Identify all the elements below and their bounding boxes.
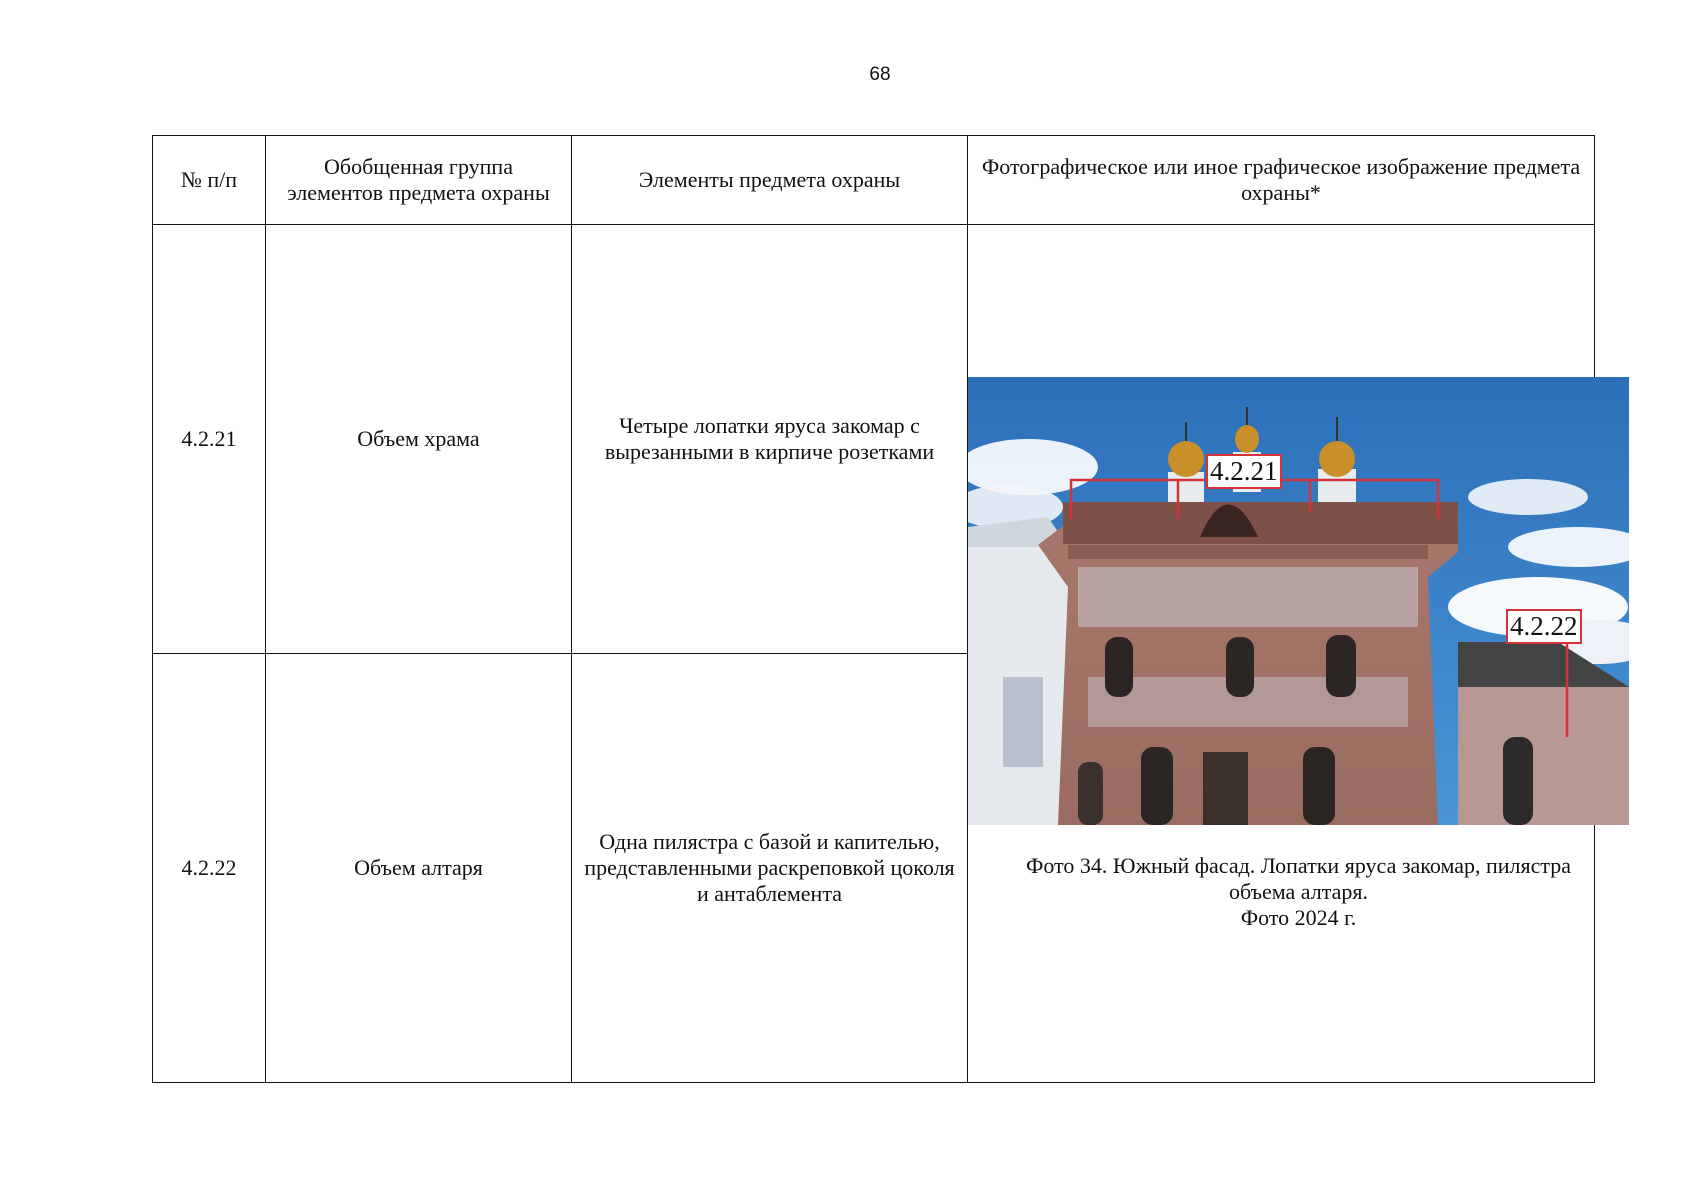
row-elements: Одна пилястра с базой и капителью, представленными раскреповкой цоколя и антаблемента (572, 654, 968, 1083)
header-row (153, 136, 1595, 225)
protection-table-wrap (152, 135, 1595, 1067)
row-elements: Четыре лопатки яруса закомар с вырезанными в кирпиче розетками (572, 225, 968, 654)
photo-cell (968, 225, 1595, 1083)
caption-line-3: Фото 2024 г. (1240, 904, 1357, 930)
page-number: 68 (869, 64, 891, 85)
photo-label-4221: 4.2.21 (1206, 454, 1282, 489)
row-group: Объем алтаря (266, 654, 572, 1083)
table-row (153, 225, 1595, 654)
row-num: 4.2.21 (153, 225, 266, 654)
row-num: 4.2.22 (153, 654, 266, 1083)
caption-line-2: объема алтаря. (1228, 878, 1369, 904)
protection-table (152, 135, 1595, 1083)
photo-label-4222: 4.2.22 (1506, 609, 1582, 644)
header-elements: Элементы предмета охраны (572, 136, 968, 225)
header-image: Фотографическое или иное графическое изображение предмета охраны* (968, 136, 1595, 225)
row-group: Объем храма (266, 225, 572, 654)
caption-line-1: Фото 34. Южный фасад. Лопатки яруса закомар, пилястра (1025, 852, 1572, 878)
photo-container (968, 377, 1629, 931)
church-facade-photo (968, 377, 1629, 825)
photo-caption (968, 853, 1629, 931)
header-num: № п/п (153, 136, 266, 225)
header-group: Обобщенная группа элементов предмета охраны (266, 136, 572, 225)
